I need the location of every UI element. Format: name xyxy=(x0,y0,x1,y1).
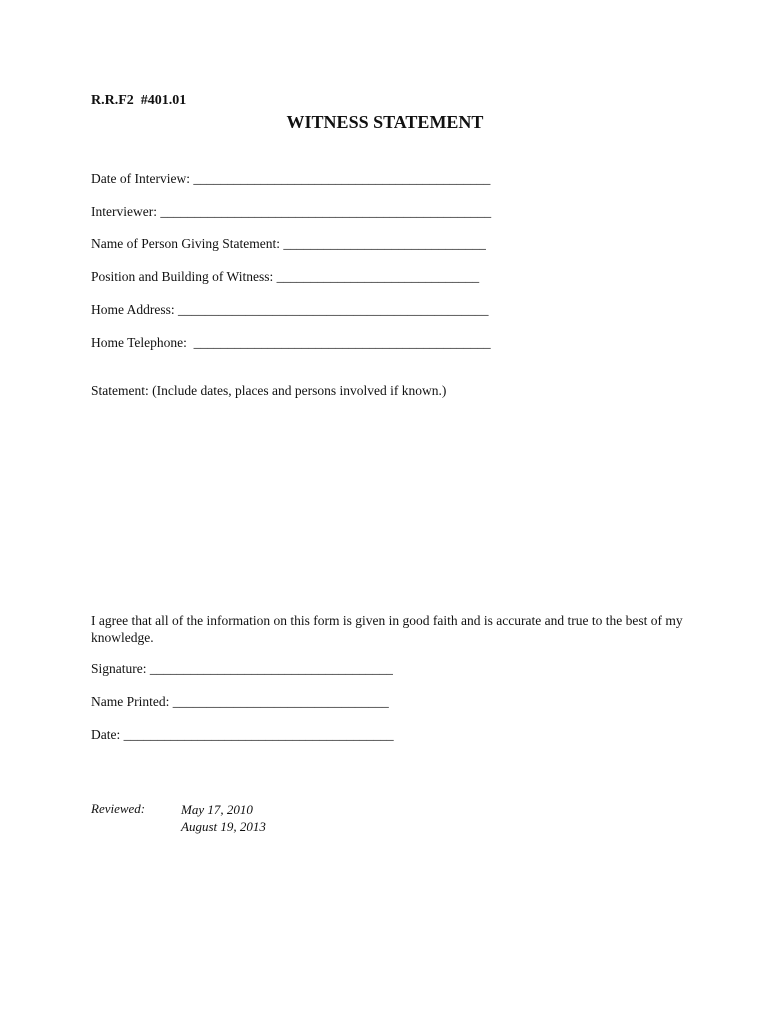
agreement-text: I agree that all of the information on this form is given in good faith and is accurate and true to the best of my knowledge. xyxy=(91,613,683,645)
reviewed-dates xyxy=(181,801,266,835)
person-giving-statement-field[interactable]: Name of Person Giving Statement: ______________________________ xyxy=(91,236,486,251)
statement-area[interactable] xyxy=(91,405,681,605)
signature-field[interactable]: Signature: ____________________________________ xyxy=(91,661,393,676)
reviewed-date: August 19, 2013 xyxy=(181,819,266,834)
reviewed-label: Reviewed: xyxy=(91,801,146,816)
statement-prompt: Statement: (Include dates, places and persons involved if known.) xyxy=(91,383,447,398)
date-field[interactable]: Date: ________________________________________ xyxy=(91,727,394,742)
form-code: R.R.F2 #401.01 xyxy=(91,93,187,108)
document-title: WITNESS STATEMENT xyxy=(286,112,484,132)
reviewed-date: May 17, 2010 xyxy=(181,802,253,817)
name-printed-field[interactable]: Name Printed: ________________________________ xyxy=(91,694,389,709)
home-telephone-field[interactable]: Home Telephone: ____________________________________________ xyxy=(91,335,491,350)
interviewer-field[interactable]: Interviewer: _________________________________________________ xyxy=(91,204,492,219)
position-building-field[interactable]: Position and Building of Witness: ______________________________ xyxy=(91,269,480,284)
date-of-interview-field[interactable]: Date of Interview: ____________________________________________ xyxy=(91,171,491,186)
home-address-field[interactable]: Home Address: ______________________________________________ xyxy=(91,302,489,317)
